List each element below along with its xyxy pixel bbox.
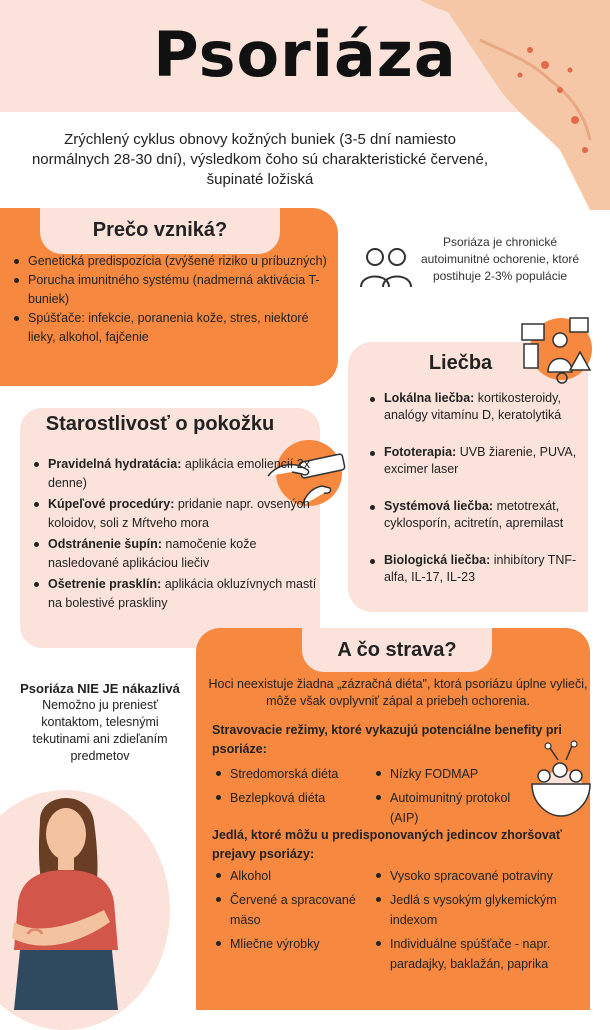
list-item: Autoimunitný protokol (AIP) — [374, 788, 524, 828]
item-label: Systémová liečba: — [384, 499, 494, 513]
item-text: metotrexát, cyklosporín, acitretín, apremilast — [384, 499, 564, 530]
list-item — [368, 390, 586, 424]
chronic-note: Psoriáza je chronické autoimunitné ochorenie, ktoré postihuje 2-3% populácie — [420, 235, 580, 283]
list-item: Jedlá s vysokým glykemickým indexom — [374, 890, 584, 930]
not-contagious-note — [20, 680, 180, 765]
worsen-list-right — [374, 866, 584, 978]
not-contagious-title: Psoriáza NIE JE nákazlivá — [20, 681, 180, 696]
not-contagious-text: Nemožno ju preniesť kontaktom, telesnými tekutinami ani zdieľaním predmetov — [32, 698, 168, 763]
item-text: UVB žiarenie, PUVA, excimer laser — [384, 445, 577, 476]
benefit-heading: Stravovacie režimy, ktoré vykazujú potenciálne benefity pri psoriáze: — [212, 723, 562, 756]
item-label: Kúpeľové procedúry: — [48, 497, 175, 511]
item-label: Biologická liečba: — [384, 553, 491, 567]
why-title: Prečo vzniká? — [40, 208, 280, 254]
list-item — [32, 535, 318, 573]
worsen-heading: Jedlá, ktoré môžu u predisponovaných jedincov zhoršovať prejavy psoriázy: — [212, 828, 562, 861]
item-label: Ošetrenie prasklín: — [48, 577, 162, 591]
benefit-list-left — [214, 764, 370, 812]
list-item — [32, 495, 318, 533]
diet-title: A čo strava? — [302, 628, 492, 672]
list-item — [368, 444, 586, 478]
worsen-list-left — [214, 866, 372, 958]
treatment-title: Liečba — [428, 352, 493, 374]
item-text: kortikosteroidy, analógy vitamínu D, keratolytiká — [384, 391, 562, 422]
list-item: Porucha imunitného systému (nadmerná aktivácia T-buniek) — [12, 271, 330, 309]
item-text: namočenie kože nasledované aplikáciou liečiv — [48, 537, 257, 570]
item-text: pridanie napr. ovsených koloidov, soli z Mŕtveho mora — [48, 497, 310, 530]
item-text: aplikácia emoliencií 2x denne) — [48, 457, 310, 490]
list-item: Genetická predispozícia (zvýšené riziko u príbuzných) — [12, 252, 330, 271]
list-item: Vysoko spracované potraviny — [374, 866, 584, 886]
list-item: Nízky FODMAP — [374, 764, 524, 784]
people-icon — [358, 245, 414, 289]
list-item — [368, 552, 586, 586]
item-label: Odstránenie šupín: — [48, 537, 162, 551]
list-item — [32, 575, 318, 613]
list-item: Alkohol — [214, 866, 372, 886]
list-item: Bezlepková diéta — [214, 788, 370, 808]
care-title: Starostlivosť o pokožku — [45, 413, 275, 435]
list-item: Individuálne spúšťače - napr. paradajky, baklažán, paprika — [374, 934, 584, 974]
food-bowl-icon — [528, 740, 594, 822]
intro-text: Zrýchlený cyklus obnovy kožných buniek (3-5 dní namiesto normálnych 28-30 dní), výsledkom čoho sú charakteristické červené, šupinaté ložiská — [31, 131, 489, 188]
item-label: Pravidelná hydratácia: — [48, 457, 182, 471]
list-item: Mliečne výrobky — [214, 934, 372, 954]
benefit-list-right — [374, 764, 524, 832]
list-item: Spúšťače: infekcie, poranenia kože, stres, niektoré lieky, alkohol, fajčenie — [12, 309, 330, 347]
woman-illustration — [0, 782, 140, 1010]
list-item — [32, 455, 318, 493]
item-text: inhibítory TNF-alfa, IL-17, IL-23 — [384, 553, 577, 584]
list-item — [368, 498, 586, 532]
item-label: Lokálna liečba: — [384, 391, 475, 405]
treatment-list — [368, 390, 586, 606]
list-item: Stredomorská diéta — [214, 764, 370, 784]
care-list — [32, 455, 318, 615]
item-text: aplikácia okluzívnych mastí na bolestivé praskliny — [48, 577, 317, 610]
why-list — [12, 252, 330, 347]
list-item: Červené a spracované mäso — [214, 890, 372, 930]
page-title: Psoriáza — [153, 18, 457, 91]
diet-intro: Hoci neexistuje žiadna „zázračná diéta", ktorá psoriázu úplne vylieči, môže však ovplyvniť zápal a priebeh ochorenia. — [208, 677, 588, 708]
item-label: Fototerapia: — [384, 445, 457, 459]
